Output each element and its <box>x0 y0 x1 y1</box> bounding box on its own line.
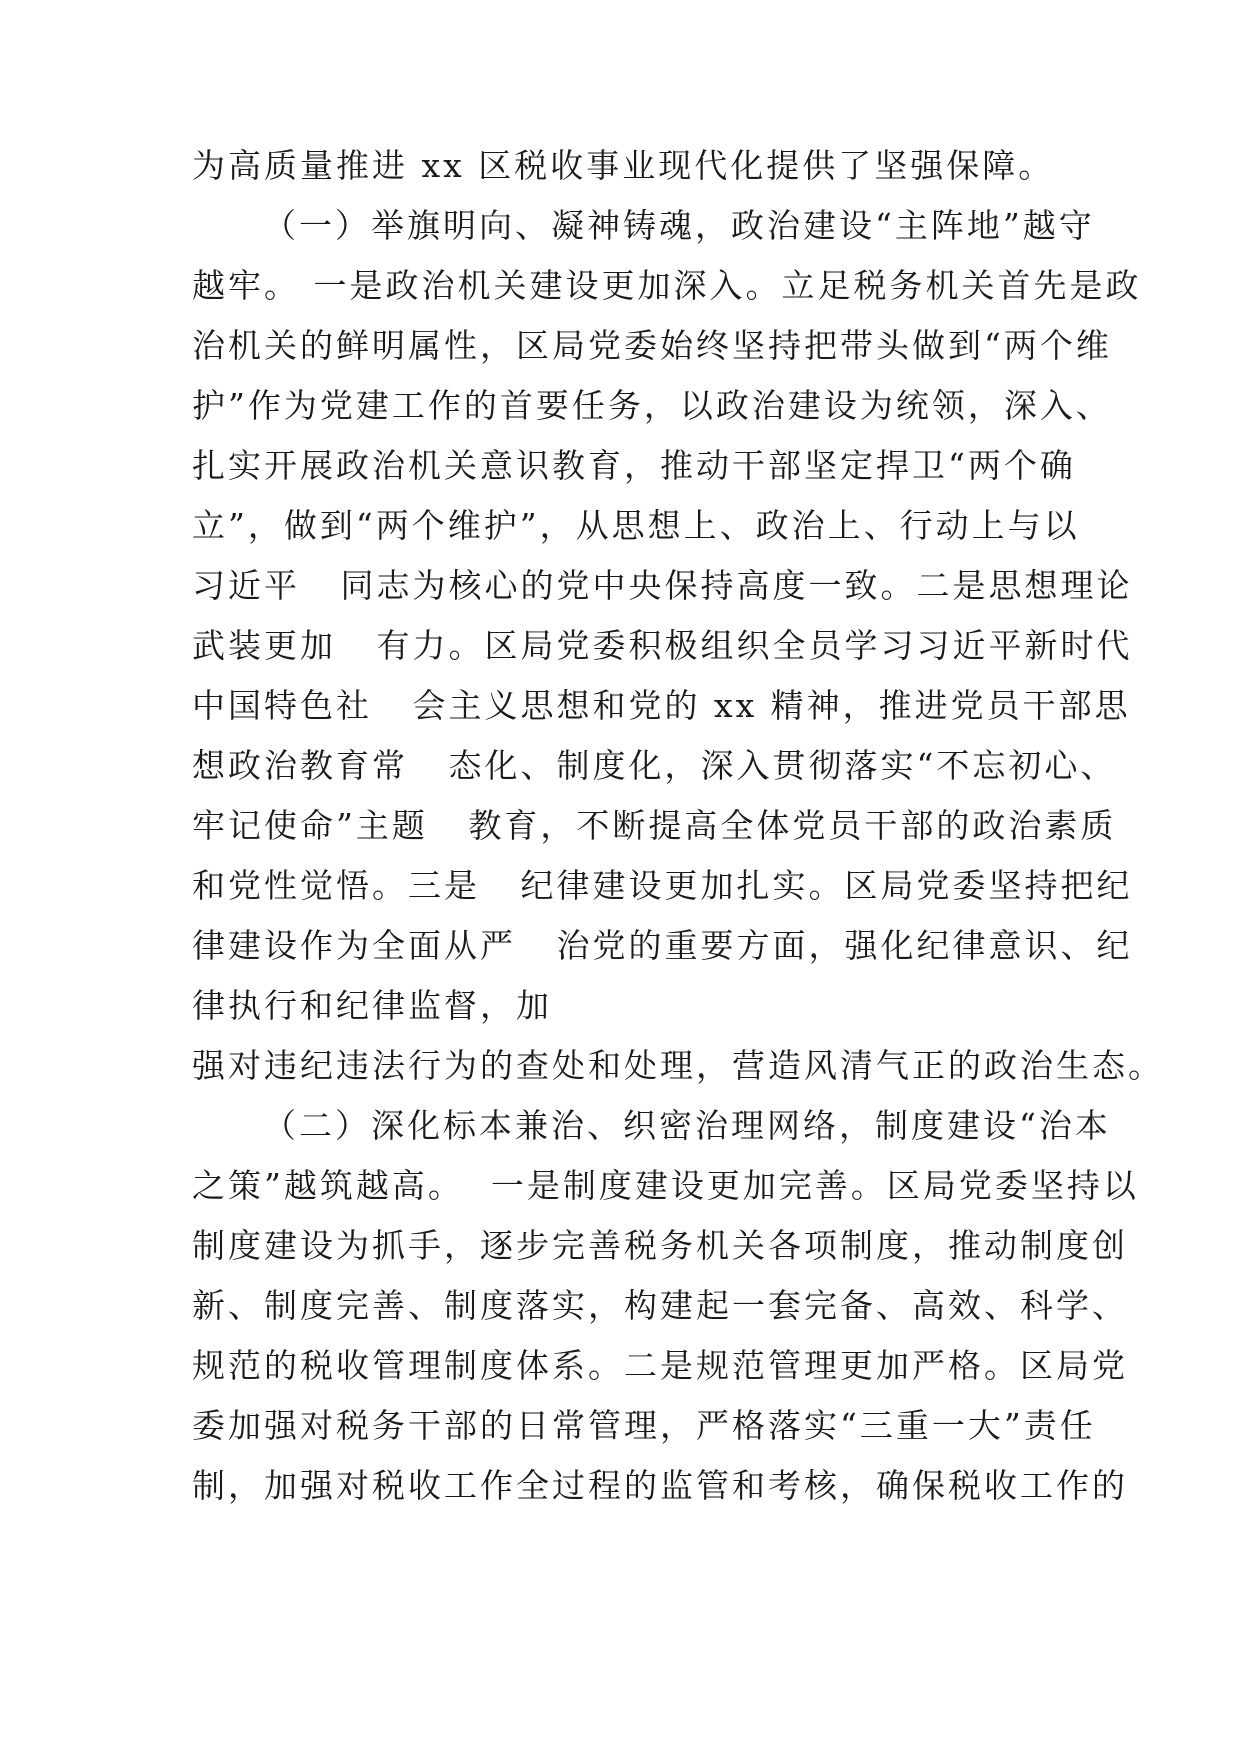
text-line: 习近平 同志为核心的党中央保持高度一致。二是思想理论 <box>192 566 1133 605</box>
text-line: 扎实开展政治机关意识教育，推动干部坚定捍卫“两个确 <box>192 446 1076 485</box>
text-line: 之策”越筑越高。 一是制度建设更加完善。区局党委坚持以 <box>192 1166 1139 1205</box>
text-line: 中国特色社 会主义思想和党的 xx 精神，推进党员干部思 <box>192 686 1131 725</box>
text-line: 委加强对税务干部的日常管理，严格落实“三重一大”责任 <box>192 1406 1096 1445</box>
text-line: 治机关的鲜明属性，区局党委始终坚持把带头做到“两个维 <box>192 326 1112 365</box>
text-line: 律执行和纪律监督，加 <box>192 986 552 1025</box>
text-line: 规范的税收管理制度体系。二是规范管理更加严格。区局党 <box>192 1346 1128 1385</box>
text-line: 武装更加 有力。区局党委积极组织全员学习习近平新时代 <box>192 626 1133 665</box>
text-line: 立”，做到“两个维护”，从思想上、政治上、行动上与以 <box>192 506 1080 545</box>
section-heading-1: （一）举旗明向、凝神铸魂，政治建设“主阵地”越守 <box>263 206 1095 245</box>
text-line: 牢记使命”主题 教育，不断提高全体党员干部的政治素质 <box>192 806 1117 845</box>
text-line: 新、制度完善、制度落实，构建起一套完备、高效、科学、 <box>192 1286 1128 1325</box>
text-line: 制，加强对税收工作全过程的监管和考核，确保税收工作的 <box>192 1466 1128 1505</box>
section-heading-2: （二）深化标本兼治、织密治理网络，制度建设“治本 <box>263 1106 1111 1145</box>
text-line: 想政治教育常 态化、制度化，深入贯彻落实“不忘初心、 <box>192 746 1117 785</box>
text-line: 强对违纪违法行为的查处和处理，营造风清气正的政治生态。 <box>192 1046 1164 1085</box>
text-line: 制度建设为抓手，逐步完善税务机关各项制度，推动制度创 <box>192 1226 1128 1265</box>
text-line: 越牢。 一是政治机关建设更加深入。立足税务机关首先是政 <box>192 266 1142 305</box>
text-line: 为高质量推进 xx 区税收事业现代化提供了坚强保障。 <box>192 146 1055 185</box>
text-line: 和党性觉悟。三是 纪律建设更加扎实。区局党委坚持把纪 <box>192 866 1133 905</box>
text-line: 律建设作为全面从严 治党的重要方面，强化纪律意识、纪 <box>192 926 1133 965</box>
text-line: 护”作为党建工作的首要任务，以政治建设为统领，深入、 <box>192 386 1112 425</box>
